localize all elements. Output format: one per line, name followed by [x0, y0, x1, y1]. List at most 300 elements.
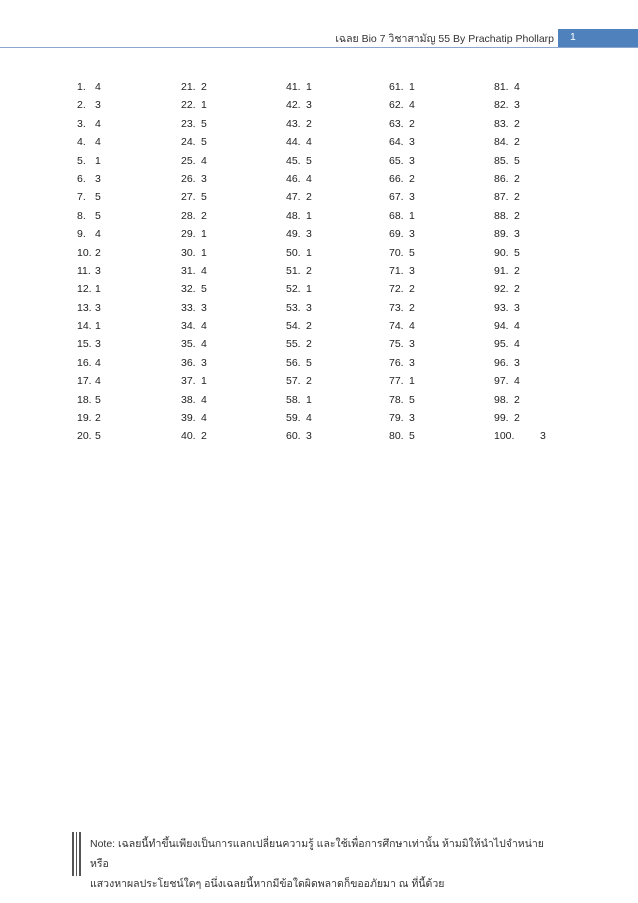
answer-choice: 1 [306, 81, 312, 93]
answer-choice: 5 [95, 209, 101, 222]
answer-row [286, 188, 312, 206]
answer-choice: 3 [409, 338, 415, 351]
answer-choice: 3 [95, 301, 101, 314]
answer-row [389, 372, 415, 390]
answer-row [181, 317, 207, 335]
answer-choice: 4 [201, 320, 207, 333]
question-number: 58. [286, 393, 301, 406]
question-number: 28. [181, 209, 196, 222]
question-number: 64. [389, 136, 404, 149]
answer-row [181, 335, 207, 353]
answer-row [77, 372, 101, 390]
answer-row [389, 225, 415, 243]
question-number: 87. [494, 191, 509, 204]
question-number: 6. [77, 172, 86, 185]
question-number: 10. [77, 246, 92, 259]
answer-choice: 5 [201, 136, 207, 149]
answer-choice: 3 [409, 228, 415, 241]
question-number: 12. [77, 283, 92, 296]
answer-row [286, 96, 312, 114]
answer-row [181, 133, 207, 151]
answer-row [494, 372, 520, 390]
answer-row [494, 207, 520, 225]
answer-row [286, 133, 312, 151]
question-number: 69. [389, 228, 404, 241]
answer-choice: 3 [409, 136, 415, 149]
answer-row [494, 280, 520, 298]
answer-choice: 2 [409, 117, 415, 130]
answer-choice: 5 [306, 356, 312, 369]
answer-choice: 5 [409, 430, 415, 443]
question-number: 45. [286, 154, 301, 167]
question-number: 70. [389, 246, 404, 259]
question-number: 78. [389, 393, 404, 406]
answer-choice: 3 [409, 191, 415, 204]
question-number: 21. [181, 81, 196, 93]
question-number: 80. [389, 430, 404, 443]
question-number: 73. [389, 301, 404, 314]
answer-row [286, 225, 312, 243]
answer-row [286, 354, 312, 372]
answer-choice: 4 [201, 393, 207, 406]
answer-row [181, 244, 207, 262]
answer-row [77, 225, 101, 243]
answer-row [389, 262, 415, 280]
answer-row [389, 115, 415, 133]
header-rule [0, 47, 638, 48]
footer-note [90, 834, 560, 894]
question-number: 72. [389, 283, 404, 296]
answer-row [494, 133, 520, 151]
question-number: 66. [389, 172, 404, 185]
answer-choice: 3 [201, 356, 207, 369]
answer-choice: 4 [201, 412, 207, 425]
answer-choice: 4 [514, 320, 520, 333]
question-number: 89. [494, 228, 509, 241]
answer-choice: 5 [514, 246, 520, 259]
answer-row [494, 299, 520, 317]
answer-row [286, 78, 312, 96]
answer-row [286, 280, 312, 298]
question-number: 97. [494, 375, 509, 388]
answer-row [181, 391, 207, 409]
answer-choice: 3 [306, 301, 312, 314]
answer-choice: 4 [409, 99, 415, 112]
answer-choice: 1 [201, 228, 207, 241]
question-number: 83. [494, 117, 509, 130]
question-number: 20. [77, 430, 92, 443]
answer-choice: 1 [95, 154, 101, 167]
answer-choice: 4 [306, 172, 312, 185]
footer-note-line-1: Note: เฉลยนี้ทำขึ้นเพียงเป็นการแลกเปลี่ยนความรู้ และใช้เพื่อการศึกษาเท่านั้น ห้ามมิให้นำไปจำหน่าย หรือ [90, 838, 544, 870]
question-number: 48. [286, 209, 301, 222]
answer-row [286, 335, 312, 353]
page-number: 1 [570, 31, 576, 43]
question-number: 74. [389, 320, 404, 333]
answer-row [181, 152, 207, 170]
question-number: 91. [494, 264, 509, 277]
answer-choice: 4 [514, 81, 520, 93]
answer-choice: 2 [306, 191, 312, 204]
footer-rule-bars [72, 832, 84, 876]
answer-choice: 2 [306, 338, 312, 351]
question-number: 61. [389, 81, 404, 93]
question-number: 36. [181, 356, 196, 369]
answer-choice: 2 [514, 283, 520, 296]
answer-choice: 1 [95, 320, 101, 333]
answer-row [494, 427, 546, 445]
question-number: 82. [494, 99, 509, 112]
answer-row [389, 280, 415, 298]
answer-choice: 3 [306, 228, 312, 241]
answer-choice: 5 [95, 393, 101, 406]
answer-row [286, 409, 312, 427]
question-number: 30. [181, 246, 196, 259]
question-number: 49. [286, 228, 301, 241]
answer-row [77, 78, 101, 96]
answer-choice: 2 [201, 81, 207, 93]
answer-row [389, 317, 415, 335]
answer-row [286, 391, 312, 409]
question-number: 88. [494, 209, 509, 222]
answer-row [181, 372, 207, 390]
footer-note-line-2: แสวงหาผลประโยชน์ใดๆ อนึ่งเฉลยนี้หากมีข้อใดผิดพลาดก็ขออภัยมา ณ ที่นี้ด้วย [90, 878, 445, 890]
answer-choice: 2 [409, 301, 415, 314]
answer-row [77, 207, 101, 225]
answer-row [286, 372, 312, 390]
answer-choice: 1 [306, 246, 312, 259]
answer-choice: 2 [514, 209, 520, 222]
answer-choice: 5 [409, 246, 415, 259]
question-number: 71. [389, 264, 404, 277]
answer-choice: 5 [95, 430, 101, 443]
answer-choice: 3 [514, 356, 520, 369]
answer-choice: 2 [514, 393, 520, 406]
question-number: 59. [286, 412, 301, 425]
question-number: 37. [181, 375, 196, 388]
answer-choice: 2 [514, 412, 520, 425]
question-number: 79. [389, 412, 404, 425]
answer-row [389, 354, 415, 372]
answer-choice: 5 [201, 191, 207, 204]
answer-row [77, 133, 101, 151]
answer-choice: 3 [306, 430, 312, 443]
answer-row [77, 262, 101, 280]
header-title: เฉลย Bio 7 วิชาสามัญ 55 By Prachatip Phollarp [335, 33, 554, 45]
answer-choice: 3 [409, 412, 415, 425]
answer-choice: 4 [95, 356, 101, 369]
answer-row [389, 152, 415, 170]
answer-row [181, 78, 207, 96]
answer-choice: 3 [409, 154, 415, 167]
question-number: 11. [77, 264, 91, 277]
answer-choice: 4 [95, 81, 101, 93]
answer-row [286, 152, 312, 170]
answer-row [181, 188, 207, 206]
question-number: 13. [77, 301, 92, 314]
answer-row [77, 188, 101, 206]
question-number: 22. [181, 99, 196, 112]
question-number: 98. [494, 393, 509, 406]
question-number: 7. [77, 191, 86, 204]
answer-row [286, 427, 312, 445]
answer-column-1 [77, 78, 101, 446]
question-number: 44. [286, 136, 301, 149]
answer-choice: 4 [95, 228, 101, 241]
question-number: 47. [286, 191, 301, 204]
answer-choice: 1 [201, 246, 207, 259]
answer-choice: 5 [306, 154, 312, 167]
answer-choice: 2 [306, 117, 312, 130]
question-number: 95. [494, 338, 509, 351]
answer-choice: 2 [306, 320, 312, 333]
answer-row [494, 188, 520, 206]
answer-choice: 2 [306, 375, 312, 388]
question-number: 38. [181, 393, 196, 406]
answer-row [286, 317, 312, 335]
answer-choice: 4 [306, 136, 312, 149]
question-number: 32. [181, 283, 196, 296]
question-number: 31. [181, 264, 196, 277]
answer-row [389, 409, 415, 427]
answer-choice: 5 [95, 191, 101, 204]
question-number: 2. [77, 99, 86, 112]
question-number: 18. [77, 393, 92, 406]
question-number: 77. [389, 375, 404, 388]
answer-choice: 3 [95, 264, 101, 277]
answer-choice: 2 [95, 246, 101, 259]
answer-row [389, 96, 415, 114]
answer-row [77, 170, 101, 188]
question-number: 84. [494, 136, 509, 149]
question-number: 43. [286, 117, 301, 130]
answer-choice: 3 [201, 172, 207, 185]
question-number: 63. [389, 117, 404, 130]
question-number: 60. [286, 430, 301, 443]
answer-choice: 3 [409, 356, 415, 369]
question-number: 90. [494, 246, 509, 259]
question-number: 29. [181, 228, 196, 241]
answer-choice: 4 [95, 375, 101, 388]
question-number: 33. [181, 301, 196, 314]
answer-row [181, 280, 207, 298]
answer-row [389, 335, 415, 353]
answer-choice: 4 [514, 375, 520, 388]
answer-choice: 3 [409, 264, 415, 277]
question-number: 99. [494, 412, 509, 425]
answer-row [286, 115, 312, 133]
answer-row [181, 427, 207, 445]
question-number: 34. [181, 320, 196, 333]
answer-row [181, 354, 207, 372]
answer-choice: 3 [95, 172, 101, 185]
question-number: 85. [494, 154, 509, 167]
answer-choice: 3 [514, 301, 520, 314]
question-number: 100. [494, 430, 515, 443]
answer-choice: 5 [409, 393, 415, 406]
question-number: 93. [494, 301, 509, 314]
answer-choice: 3 [95, 338, 101, 351]
answer-choice: 2 [201, 209, 207, 222]
answer-choice: 2 [409, 172, 415, 185]
answer-column-5 [494, 78, 546, 446]
question-number: 9. [77, 228, 86, 241]
answer-choice: 1 [409, 209, 415, 222]
answer-choice: 4 [201, 264, 207, 277]
question-number: 57. [286, 375, 301, 388]
answer-row [286, 207, 312, 225]
page-number-box [558, 29, 638, 47]
question-number: 86. [494, 172, 509, 185]
question-number: 3. [77, 117, 86, 130]
question-number: 56. [286, 356, 301, 369]
answer-row [389, 188, 415, 206]
answer-row [181, 262, 207, 280]
question-number: 8. [77, 209, 86, 222]
answer-choice: 1 [409, 81, 415, 93]
question-number: 51. [286, 264, 301, 277]
question-number: 27. [181, 191, 196, 204]
question-number: 76. [389, 356, 404, 369]
question-number: 17. [77, 375, 92, 388]
answer-row [181, 207, 207, 225]
question-number: 1. [77, 81, 86, 93]
answer-row [389, 78, 415, 96]
answer-choice: 1 [409, 375, 415, 388]
answer-row [181, 115, 207, 133]
question-number: 67. [389, 191, 404, 204]
answer-choice: 3 [201, 301, 207, 314]
answer-choice: 4 [201, 338, 207, 351]
answer-row [181, 225, 207, 243]
question-number: 81. [494, 81, 509, 93]
answer-row [77, 115, 101, 133]
question-number: 50. [286, 246, 301, 259]
answer-row [389, 207, 415, 225]
question-number: 54. [286, 320, 301, 333]
page-header [0, 29, 638, 47]
answer-choice: 5 [514, 154, 520, 167]
answer-row [77, 335, 101, 353]
answer-choice: 4 [306, 412, 312, 425]
answer-row [77, 409, 101, 427]
answer-column-2 [181, 78, 207, 446]
answer-choice: 1 [306, 283, 312, 296]
answer-choice: 1 [95, 283, 101, 296]
answer-choice: 4 [95, 117, 101, 130]
answer-row [494, 244, 520, 262]
answer-row [77, 317, 101, 335]
question-number: 55. [286, 338, 301, 351]
answer-choice: 4 [514, 338, 520, 351]
answer-choice: 2 [514, 191, 520, 204]
answer-row [494, 335, 520, 353]
answer-row [286, 262, 312, 280]
answer-choice: 2 [514, 117, 520, 130]
answer-row [181, 409, 207, 427]
question-number: 68. [389, 209, 404, 222]
answer-row [286, 244, 312, 262]
answer-row [389, 244, 415, 262]
answer-row [77, 280, 101, 298]
answer-column-4 [389, 78, 415, 446]
answer-choice: 3 [95, 99, 101, 112]
answer-row [494, 115, 520, 133]
question-number: 39. [181, 412, 196, 425]
question-number: 65. [389, 154, 404, 167]
answer-choice: 3 [306, 99, 312, 112]
answer-row [77, 299, 101, 317]
answer-row [494, 152, 520, 170]
question-number: 40. [181, 430, 196, 443]
answer-choice: 3 [514, 99, 520, 112]
answer-row [77, 244, 101, 262]
answer-row [494, 170, 520, 188]
question-number: 26. [181, 172, 196, 185]
question-number: 25. [181, 154, 196, 167]
answer-row [389, 133, 415, 151]
answer-row [181, 96, 207, 114]
answer-row [77, 152, 101, 170]
question-number: 14. [77, 320, 92, 333]
answer-row [494, 78, 520, 96]
answer-row [77, 427, 101, 445]
question-number: 35. [181, 338, 196, 351]
question-number: 52. [286, 283, 301, 296]
answer-choice: 4 [409, 320, 415, 333]
answer-choice: 2 [409, 283, 415, 296]
answer-choice: 2 [514, 172, 520, 185]
answer-row [77, 96, 101, 114]
answer-row [286, 170, 312, 188]
answer-row [286, 299, 312, 317]
answer-row [494, 354, 520, 372]
question-number: 19. [77, 412, 92, 425]
answer-row [389, 391, 415, 409]
answer-row [494, 262, 520, 280]
answer-choice: 2 [306, 264, 312, 277]
answer-choice: 2 [95, 412, 101, 425]
question-number: 16. [77, 356, 92, 369]
answer-choice: 1 [201, 375, 207, 388]
answer-row [77, 354, 101, 372]
answer-choice: 5 [201, 117, 207, 130]
question-number: 5. [77, 154, 86, 167]
answer-choice: 2 [201, 430, 207, 443]
question-number: 24. [181, 136, 196, 149]
answer-row [77, 391, 101, 409]
question-number: 62. [389, 99, 404, 112]
answer-row [494, 96, 520, 114]
question-number: 75. [389, 338, 404, 351]
question-number: 46. [286, 172, 301, 185]
answer-choice: 5 [201, 283, 207, 296]
answer-choice: 2 [514, 264, 520, 277]
answer-row [494, 225, 520, 243]
answer-row [494, 317, 520, 335]
answer-choice: 1 [306, 209, 312, 222]
answer-row [389, 299, 415, 317]
answer-choice: 4 [201, 154, 207, 167]
answer-choice: 3 [540, 430, 546, 443]
question-number: 92. [494, 283, 509, 296]
answer-choice: 1 [201, 99, 207, 112]
answer-choice: 3 [514, 228, 520, 241]
question-number: 96. [494, 356, 509, 369]
answer-row [181, 170, 207, 188]
answer-row [389, 170, 415, 188]
question-number: 4. [77, 136, 86, 149]
